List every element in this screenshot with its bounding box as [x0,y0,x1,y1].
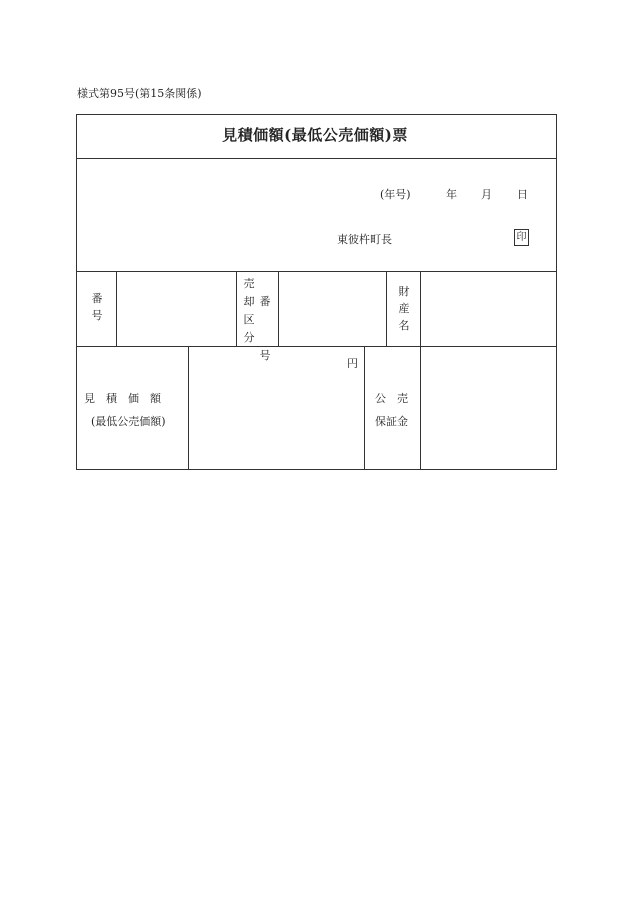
column-divider [364,346,365,470]
header-divider [76,271,557,272]
era-label: (年号) [380,188,411,201]
form-number: 様式第95号(第15条関係) [77,87,202,100]
property-name-label: 財 産 名 [398,285,410,332]
number-label: 番 号 [91,292,103,322]
column-divider [420,271,421,346]
row-divider [76,346,557,347]
deposit-label: 公 売 [375,392,408,405]
column-divider [386,271,387,346]
column-divider [236,271,237,346]
document-title: 見積価額(最低公売価額)票 [222,126,408,144]
seal-mark: 印 [514,229,529,246]
day-label: 日 [517,188,528,201]
issuer-name: 東彼杵町長 [337,233,392,246]
title-divider [76,158,557,159]
column-divider [278,271,279,346]
estimate-amount-sublabel: (最低公売価額) [91,415,166,428]
column-divider [420,346,421,470]
sale-number-label: 番 号 [259,295,271,362]
sale-category-label: 売 却 区 分 [243,277,255,344]
estimate-amount-label: 見 積 価 額 [84,392,161,405]
deposit-label-2: 保証金 [375,415,408,428]
yen-unit: 円 [347,357,358,370]
column-divider [188,346,189,470]
year-label: 年 [446,188,457,201]
column-divider [116,271,117,346]
month-label: 月 [481,188,492,201]
